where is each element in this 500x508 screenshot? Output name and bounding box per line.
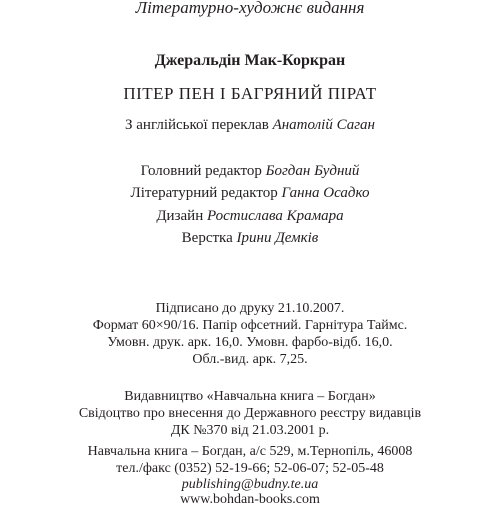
publisher-certificate: Свідоцтво про внесення до Державного реєстру видавців — [78, 406, 422, 421]
translation-credit — [0, 117, 500, 134]
print-info-signed: Підписано до друку 21.10.2007. — [155, 301, 345, 316]
translation-prefix: З англійської переклав — [125, 117, 269, 133]
translator-name: Анатолій Саган — [272, 117, 375, 133]
book-title: ПІТЕР ПЕН І БАГРЯНИЙ ПІРАТ — [123, 84, 377, 103]
credit-name: Богдан Будний — [265, 163, 360, 179]
publisher-website: www.bohdan-books.com — [180, 492, 320, 507]
credit-role: Верстка — [181, 230, 233, 246]
credit-name: Ростислава Крамара — [206, 208, 344, 224]
credit-role: Дизайн — [156, 208, 204, 224]
print-info-sheets: Умовн. друк. арк. 16,0. Умовн. фарбо-відб. 16,0. — [107, 335, 393, 350]
publisher-certificate-number: ДК №370 від 21.03.2001 р. — [170, 423, 330, 438]
credit-role: Літературний редактор — [130, 185, 278, 201]
credit-design — [0, 208, 500, 225]
credit-name: Ірини Демків — [236, 230, 319, 246]
credit-chief-editor — [0, 163, 500, 180]
credit-literary-editor — [0, 185, 500, 202]
publisher-phone: тел./факс (0352) 52-19-66; 52-06-07; 52-05-48 — [116, 461, 384, 476]
publisher-email: publishing@budny.te.ua — [181, 477, 319, 492]
print-info-publisher-sheets: Обл.-вид. арк. 7,25. — [192, 352, 308, 367]
credit-layout — [0, 230, 500, 247]
publisher-name: Видавництво «Навчальна книга – Богдан» — [124, 389, 376, 404]
series-line: Літературно-художнє видання — [135, 0, 365, 17]
publisher-address: Навчальна книга – Богдан, а/с 529, м.Тернопіль, 46008 — [87, 444, 413, 459]
author-name: Джеральдін Мак-Коркран — [154, 52, 346, 69]
credit-name: Ганна Осадко — [281, 185, 370, 201]
credit-role: Головний редактор — [140, 163, 262, 179]
print-info-format: Формат 60×90/16. Папір офсетний. Гарнітура Таймс. — [92, 318, 408, 333]
